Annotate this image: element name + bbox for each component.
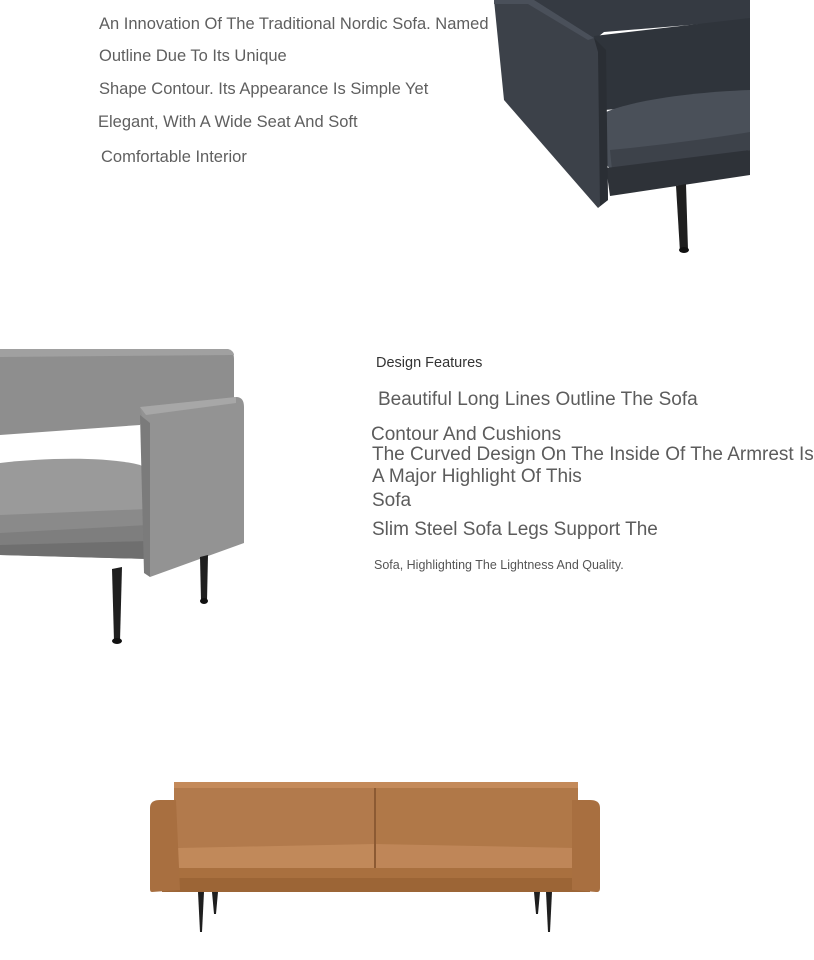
feature-line-6: Slim Steel Sofa Legs Support The [372, 519, 658, 540]
grey-armchair-image [0, 345, 246, 647]
intro-line-3: Shape Contour. Its Appearance Is Simple Yet [99, 80, 429, 98]
feature-line-1: Beautiful Long Lines Outline The Sofa [378, 389, 698, 410]
dark-armchair-image [494, 0, 750, 256]
intro-line-1: An Innovation Of The Traditional Nordic Sofa. Named [99, 15, 489, 33]
feature-line-2: Contour And Cushions [371, 424, 562, 445]
design-features-heading: Design Features [376, 355, 483, 371]
feature-note: Sofa, Highlighting The Lightness And Quality. [374, 558, 624, 572]
intro-line-5: Comfortable Interior [101, 148, 247, 166]
tan-sofa-image [148, 780, 602, 936]
feature-line-4: A Major Highlight Of This [372, 466, 582, 487]
intro-line-2: Outline Due To Its Unique [99, 47, 287, 65]
feature-line-5: Sofa [372, 490, 412, 511]
feature-line-3: The Curved Design On The Inside Of The Armrest Is [372, 444, 814, 465]
intro-line-4: Elegant, With A Wide Seat And Soft [98, 113, 358, 131]
